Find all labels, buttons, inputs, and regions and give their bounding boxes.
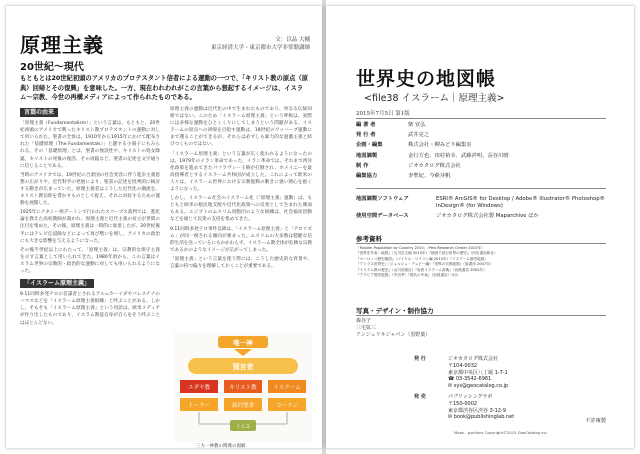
credit-row	[356, 171, 606, 181]
divider-line	[356, 188, 606, 189]
photo-credit-name: アンジェリキジャパン（黒野葉）	[356, 332, 431, 339]
reference-item: 『アトラス世界史』（ジョルジュ・デュビー編）『世界の宗教地図』（原書房 2007年）	[356, 262, 494, 267]
author-affiliation: 東京経済大学・東京都市大学非常勤講師	[210, 45, 310, 51]
section-heading: 言葉の由来	[20, 108, 58, 117]
software-row	[356, 196, 616, 210]
paragraph: 1925年にテネシー州デートンで行われたスコープス裁判では、進化論を教えた高校教師が裁かれ、原理主義と近代主義の対立が世間の注目を集めた。その後、原理主義は一時的に衰退したが、20世紀後半にはテレビ伝道師などによって再び勢いを増し、アメリカの政治にも大きな影響を与えるようになった。	[20, 210, 160, 244]
diagram-label-mid2: 新約聖書	[231, 403, 255, 409]
references-list	[356, 246, 606, 278]
reference-item: 「Muslim Population by Country 2010」（Pew Research Center 2010年）	[356, 246, 485, 250]
diagram-label-bottom: イエス	[235, 424, 251, 430]
paragraph: 「原理主義（Fundamentalism）」という言葉は、もともと、20世紀初頭のアメリカで興ったキリスト教プロテスタントの運動に対して用いられた。聖書の全体は、1910年から1915年にかけて配布された「基礎原理（The Fundamentals）」と題する小冊子にもみられる。その「基礎原理」とは、聖書の無誤性や、キリストの処女降誕、キリストの死後の復活、その再臨など、聖書の記述を文字通りに信じることである。	[20, 121, 160, 169]
credit-value: 李聖妃、今萩芽帆	[408, 173, 451, 180]
publisher-line: 〒104-0032	[448, 362, 478, 369]
credit-value: ジオカタログ株式会社	[408, 162, 461, 169]
publisher-row	[414, 356, 614, 390]
reference-item: 『アラビア歴史地図』（中田考）『現代の中東』（岩波書店）ほか	[356, 273, 459, 278]
paragraph: その後半世紀以上にわたって、「原理主義」は、宗教的な保守主義を示す言葉として用いられてきた。1980年頃から、この言葉はイスラム世界の宗教的・政治的な運動に対しても用いられるようになった。	[20, 247, 160, 274]
diagram-label-left2: トーラー	[187, 403, 211, 409]
diagram-label-right: イスラーム	[273, 385, 301, 391]
credit-row	[356, 120, 606, 130]
credit-row	[356, 140, 606, 150]
credit-row	[356, 130, 606, 140]
software-value: ESRI® ArcGIS® for Desktop / Adobe® Illustrator® Photoshop® InDesign® (for Windows)	[436, 196, 605, 209]
diagram-label-center: 預言者	[232, 363, 254, 371]
divider-line	[356, 243, 606, 244]
software-label: 使用空間データベース	[356, 213, 409, 219]
right-page	[326, 6, 634, 448]
publisher-line: 東京都渋谷区渋谷 3-12-9	[448, 407, 506, 414]
software-value: ジオカタログ株式会社製 Maparchive ほか	[436, 213, 539, 219]
publisher-label: 発 売	[414, 393, 426, 400]
credit-value: 金行方也、田村裕幸、武藤祥明、長谷川晴	[408, 152, 509, 159]
publisher-label: 発 行	[414, 356, 426, 362]
copyright-line: Maps：portions Copyright©2015 GeoCatalog Inc.	[454, 430, 548, 435]
photo-credits-heading: 写真・デザイン・制作協力	[356, 307, 434, 315]
text-column-1	[20, 106, 160, 329]
diagram-label-left: ユダヤ教	[187, 385, 211, 391]
photo-credit-name: 森谷子	[356, 318, 372, 324]
credit-value: 柴 宜弘	[408, 122, 426, 128]
article-title-block	[20, 34, 104, 73]
religion-diagram	[174, 332, 312, 442]
article-subtitle: 20世紀〜現代	[20, 62, 84, 73]
paragraph: 「原理主義」という言葉を使う際には、こうした歴史的な背景や、言葉の持つ偏りを理解しておくことが重要である。	[170, 256, 312, 269]
author-credit	[211, 36, 310, 52]
publisher-row	[414, 394, 614, 421]
credit-label: 編集協力	[356, 173, 378, 180]
book-title: 世界史の地図帳	[356, 68, 497, 90]
paragraph: 9.11同時多発テロ事件以降は、「イスラーム原理主義」と「テロリズム」が同一視される傾向が強まった。ムスリムの大多数は穏健な信仰生活を送っているにもかかわらず、イスラーム教全体が危険な宗教であるかのようなイメージが広がってしまった。	[170, 226, 312, 253]
diagram-label-mid: キリスト教	[229, 385, 257, 391]
publisher-line: パブリッシングラボ	[448, 393, 493, 400]
credit-value: 武井克之	[408, 132, 430, 139]
publisher-line: ☎ 03-3542-6961	[448, 376, 492, 383]
article-title: 原理主義	[20, 33, 104, 57]
publisher-line: ✉ sys@geocatalog.co.jp	[448, 383, 509, 390]
publisher-line: ジオカタログ株式会社	[448, 356, 498, 362]
paragraph: しかし、イスラーム社会のイスラーム化（「原理主義」運動）は、もともと欧米の植民地支配や近代化政策への反発として生まれた側面もある。エジプトのムスリム同胞団のような組織は、社会福祉活動などを通じて民衆の支持を集めてきた。	[170, 196, 312, 223]
lead-paragraph: もともとは20世紀初頭のアメリカのプロテスタント信者による運動の一つで、「キリスト教の原点（原典）回帰とその復興」を意味した。一方、現在われわれがこの言葉から想起するイメージは、イスラム〜宗教、今世の再構メディアによって作られたものである。	[20, 75, 309, 101]
paragraph: 当時のアメリカでは、19世紀の合衆国の社会変容に伴う進歩主義思想の広がりや、近代科学の発展により、聖書の記述を批判的に検討する動きが広まっていた。原理主義者はこうした近代化の潮流を、キリスト教信仰を脅かすものとして捉え、それに対抗するための運動を展開した。	[20, 172, 160, 207]
diagram-caption: 三大一神教の関係の図解	[196, 444, 246, 448]
reference-item: 『世界史年表・地図』（吉川弘文館 2015年）『地図で読む世界の歴史』（河出書房新社）	[356, 251, 498, 256]
reference-item: 『イスラム教の歴史』（山川出版社）『岩波イスラーム辞典』（岩波書店 2002年）	[356, 267, 487, 272]
reproduction-notice: 不許複製	[585, 418, 606, 424]
left-page	[6, 6, 322, 448]
paragraph: 「イスラーム原理主義」という言葉が広く使われるようになったのは、1979年のイラン革命であった。イラン革命では、それまで西洋化政策を進めてきたパフラヴィー王朝が打倒され、ホメイニーを最高指導者とするイスラーム共和国が成立した。これによって欧米の人々は、イスラーム世界における宗教復興の動きに強い関心を抱くようになった。	[170, 151, 312, 193]
credit-label: 企画・編集	[356, 142, 383, 149]
divider-line	[356, 315, 606, 316]
divider-line	[356, 118, 606, 119]
credit-label: 発 行 者	[356, 132, 376, 139]
software-row	[356, 213, 616, 220]
publisher-info	[414, 356, 614, 425]
photo-credit-name: 三宅拡三	[356, 325, 377, 332]
software-list	[356, 196, 616, 223]
diagram-label-top: 唯一神	[233, 339, 253, 347]
section-heading: 「イスラーム原理主義」	[20, 279, 94, 288]
file-series-label: <file38 イスラーム｜原理主義>	[364, 93, 505, 104]
credit-label: 制 作	[356, 162, 369, 169]
publisher-details	[448, 356, 614, 390]
diagram-label-right2: コーラン	[275, 403, 299, 409]
software-label: 地図調製ソフトウェア	[356, 196, 409, 202]
credit-label: 地図調製	[356, 152, 378, 159]
paragraph: 9.11同時多発テロの首謀者とされるアル=カーイダやパレスチナのハマスなどを「イスラーム原理主義組織」と呼ぶことがある。しかし、そもそも「イスラーム原理主義」という用語は、欧米メディアが作り出したものであり、イスラム教徒自身が自らをそう呼ぶことはほとんどない。	[20, 292, 160, 326]
credit-value: 株式会社・柳みどり編集室	[408, 142, 472, 149]
publisher-line: 東京都中央区八丁堀 1-7-1	[448, 369, 508, 376]
publication-date: 2015年7月5日 第1版	[356, 111, 410, 117]
author-name: 文：以品 大輔	[275, 37, 310, 43]
references-heading: 参考資料	[356, 235, 382, 243]
credits-list	[356, 120, 606, 181]
credit-row	[356, 151, 606, 161]
credit-row	[356, 161, 606, 171]
text-column-2	[170, 106, 312, 272]
publisher-line: 〒150-0002	[448, 400, 478, 407]
paragraph: 原理主義の運動は近代化の中で生まれたものであり、単なる伝統回帰ではない。このため「イスラーム原理主義」という呼称は、実際には多様な運動をひとくくりにしてしまうという問題がある。イスラームの原点への回帰を目指す運動は、18世紀のワッハーブ運動にまで遡ることができるが、それらは必ずしも暴力的な過激主義と結びつくものではない。	[170, 107, 312, 148]
photo-credits-list	[356, 318, 430, 340]
publisher-line: ✉ book@publishinglab.net	[448, 414, 515, 421]
reference-item: 『ヨーロッパ歴史地図』（マイケル・ワイマン編 2012年）『イスラーム歴史地図』	[356, 256, 488, 261]
credit-label: 編 著 者	[356, 122, 376, 128]
